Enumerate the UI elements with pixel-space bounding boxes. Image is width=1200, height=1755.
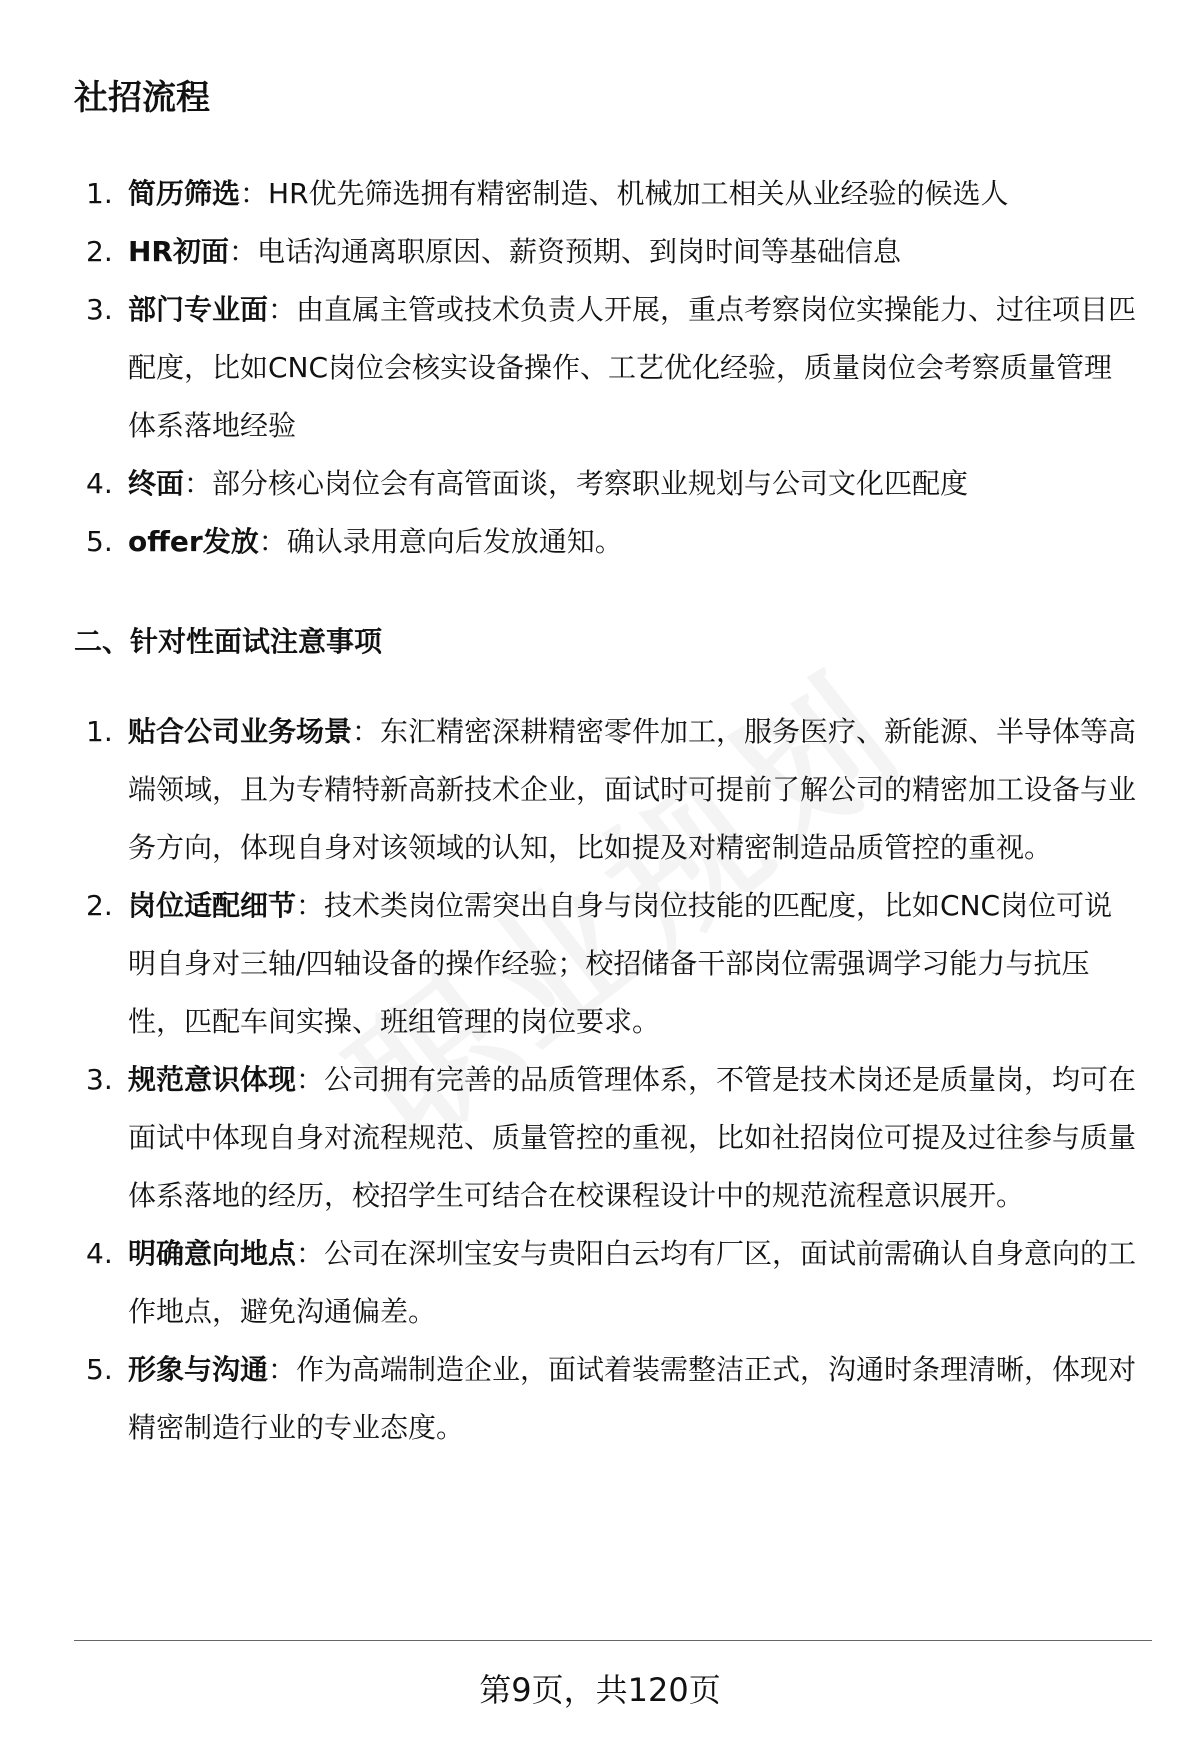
list-item-separator: ： [268, 1353, 297, 1386]
list-item-term: offer发放 [128, 525, 259, 558]
list-item [0, 165, 1200, 223]
list-item-term: 简历筛选 [128, 177, 241, 210]
list-item-term: 终面 [128, 467, 185, 500]
list-item-separator: ： [268, 293, 297, 326]
list-item-separator: ： [258, 525, 287, 558]
list-item-number: 2. [86, 235, 113, 268]
list-item-separator: ： [184, 467, 213, 500]
list-item-number: 3. [86, 1063, 113, 1096]
list-item-separator: ： [229, 235, 258, 268]
list-item-separator: ： [352, 715, 381, 748]
list-item-text: 作为高端制造企业，面试着装需整洁正式，沟通时条理清晰，体现对精密制造行业的专业态度。 [128, 1353, 1137, 1444]
list-item-text: HR优先筛选拥有精密制造、机械加工相关从业经验的候选人 [268, 177, 1009, 210]
list-item-term: 形象与沟通 [128, 1353, 269, 1386]
list-item [0, 223, 1200, 281]
social-recruitment-steps [0, 165, 1200, 571]
list-item [0, 1341, 1200, 1457]
list-item-text: 东汇精密深耕精密零件加工，服务医疗、新能源、半导体等高端领域，且为专精特新高新技术企业，面试时可提前了解公司的精密加工设备与业务方向，体现自身对该领域的认知，比如提及对精密制造品质管控的重视。 [128, 715, 1137, 864]
list-item-text: 技术类岗位需突出自身与岗位技能的匹配度，比如CNC岗位可说明自身对三轴/四轴设备的操作经验；校招储备干部岗位需强调学习能力与抗压性，匹配车间实操、班组管理的岗位要求。 [128, 889, 1113, 1038]
list-item-separator: ： [240, 177, 269, 210]
list-item-separator: ： [296, 1237, 325, 1270]
list-item-text: 部分核心岗位会有高管面谈，考察职业规划与公司文化匹配度 [212, 467, 969, 500]
list-item-text: 公司拥有完善的品质管理体系，不管是技术岗还是质量岗，均可在面试中体现自身对流程规范、质量管控的重视，比如社招岗位可提及过往参与质量体系落地的经历，校招学生可结合在校课程设计中的规范流程意识展开。 [128, 1063, 1137, 1212]
page-number: 第9页，共120页 [479, 1671, 721, 1709]
list-item-text: 确认录用意向后发放通知。 [286, 525, 623, 558]
list-item-separator: ： [296, 1063, 325, 1096]
list-item [0, 877, 1200, 1051]
list-item-number: 1. [86, 177, 113, 210]
list-item-separator: ： [296, 889, 325, 922]
list-item-number: 5. [86, 525, 113, 558]
list-item [0, 703, 1200, 877]
list-item [0, 455, 1200, 513]
list-item-term: 贴合公司业务场景 [128, 715, 353, 748]
list-item-number: 3. [86, 293, 113, 326]
list-item-number: 4. [86, 467, 113, 500]
list-item-number: 2. [86, 889, 113, 922]
list-item-term: HR初面 [128, 235, 229, 268]
footer-divider [74, 1640, 1152, 1641]
list-item [0, 1225, 1200, 1341]
list-item-term: 规范意识体现 [128, 1063, 297, 1096]
list-item-term: 部门专业面 [128, 293, 269, 326]
list-item-number: 1. [86, 715, 113, 748]
list-item-text: 电话沟通离职原因、薪资预期、到岗时间等基础信息 [257, 235, 902, 268]
list-item-number: 4. [86, 1237, 113, 1270]
list-item-number: 5. [86, 1353, 113, 1386]
list-item-term: 明确意向地点 [128, 1237, 297, 1270]
interview-tips-list [0, 703, 1200, 1457]
section-title-interview-tips: 二、针对性面试注意事项 [74, 625, 383, 658]
list-item [0, 513, 1200, 571]
list-item-term: 岗位适配细节 [128, 889, 297, 922]
list-item [0, 1051, 1200, 1225]
section-title-social-recruitment: 社招流程 [74, 78, 210, 118]
list-item-text: 公司在深圳宝安与贵阳白云均有厂区，面试前需确认自身意向的工作地点，避免沟通偏差。 [128, 1237, 1137, 1328]
list-item-text: 由直属主管或技术负责人开展，重点考察岗位实操能力、过往项目匹配度，比如CNC岗位会核实设备操作、工艺优化经验，质量岗位会考察质量管理体系落地经验 [128, 293, 1137, 442]
list-item [0, 281, 1200, 455]
